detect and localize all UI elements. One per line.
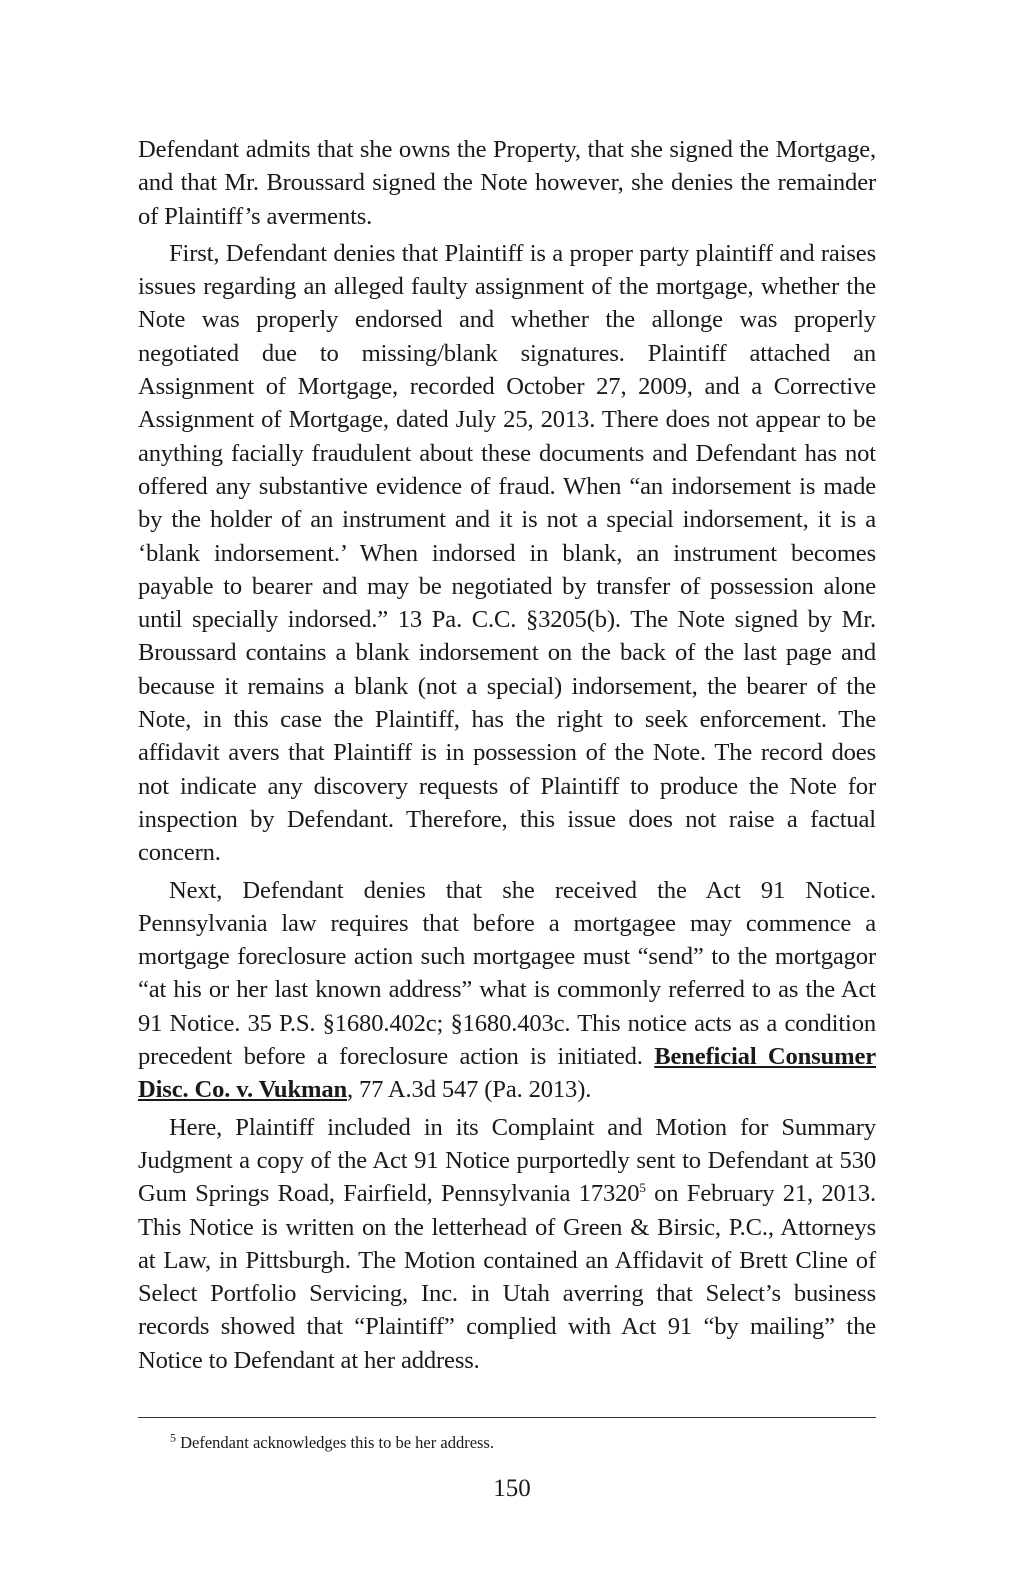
paragraph-text: Here, Plaintiff included in its Complaint and Motion for Summary Judgment a copy of the Act 91 Notice purportedly sent to Defendant at 530 Gum Springs Road, Fairfield, Pennsylvania 17320 (138, 1113, 876, 1208)
paragraph-proper-party: First, Defendant denies that Plaintiff is a proper party plaintiff and raises issues regarding an alleged faulty assignment of the mortgage, whether the Note was properly endorsed and whether the allonge was properly negotiated due to missing/blank signatures. Plaintiff attached an Assignment of Mortgage, recorded October 27, 2009, and a Corrective Assignment of Mortgage, dated July 25, 2013. There does not appear to be anything facially fraudulent about these documents and Defendant has not offered any substantive evidence of fraud. When “an indorsement is made by the holder of an instrument and it is not a special indorsement, it is a ‘blank indorsement.’ When indorsed in blank, an instrument becomes payable to bearer and may be negotiated by transfer of possession alone until specially indorsed.” 13 Pa. C.C. §3205(b). The Note signed by Mr. Broussard contains a blank indorsement on the back of the last page and because it remains a blank (not a special) indorsement, the bearer of the Note, in this case the Plaintiff, has the right to seek enforcement. The affidavit avers that Plaintiff is in possession of the Note. The record does not indicate any discovery requests of Plaintiff to produce the Note for inspection by Defendant. Therefore, this issue does not raise a factual concern. (138, 239, 876, 867)
footnote-divider (138, 1417, 876, 1418)
paragraph-complaint-details (138, 1111, 876, 1377)
case-citation: Beneficial Consumer Disc. Co. v. Vukman (138, 1043, 877, 1104)
page-number: 150 (493, 1475, 531, 1502)
document-body (138, 133, 876, 1381)
footnote-text: Defendant acknowledges this to be her address. (180, 1433, 494, 1452)
citation-text: , 77 A.3d 547 (Pa. 2013). (347, 1076, 592, 1104)
paragraph-text: Next, Defendant denies that she received the Act 91 Notice. Pennsylvania law requires that before a mortgagee may commence a mortgage foreclosure action such mortgagee must “send” to the mortgagor “at his or her last known address” what is commonly referred to as the Act 91 Notice. 35 P.S. §1680.402c; §1680.403c. This notice acts as a condition precedent before a foreclosure action is initiated. (138, 876, 876, 1071)
paragraph-act-91-notice (138, 874, 876, 1107)
footnote (170, 1431, 870, 1455)
paragraph-text: on February 21, 2013. This Notice is written on the letterhead of Green & Birsic, P.C., Attorneys at Law, in Pittsburgh. The Motion contained an Affidavit of Brett Cline of Select Portfolio Servicing, Inc. in Utah averring that Select’s business records showed that “Plaintiff” complied with Act 91 “by mailing” the Notice to Defendant at her address. (138, 1180, 876, 1374)
footnote-marker: 5 (170, 1430, 176, 1445)
paragraph-admissions: Defendant admits that she owns the Property, that she signed the Mortgage, and that Mr. Broussard signed the Note however, she denies the remainder of Plaintiff’s averments. (138, 136, 876, 230)
footnote-reference: 5 (639, 1180, 646, 1196)
